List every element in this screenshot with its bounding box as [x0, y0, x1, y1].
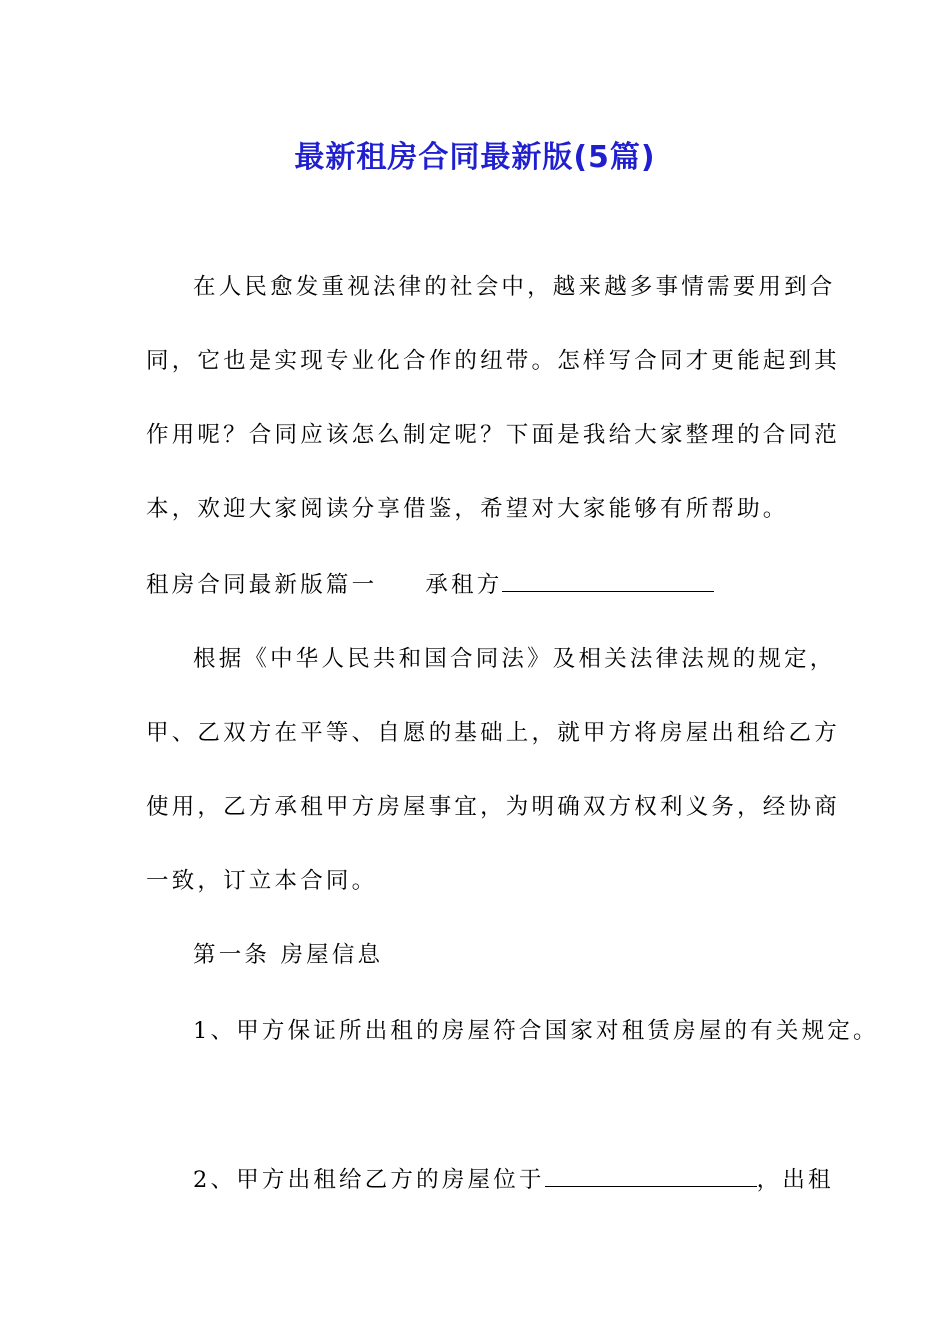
section-heading: 租房合同最新版篇一 [146, 572, 378, 598]
basis-line-3: 使用，乙方承租甲方房屋事宜，为明确双方权利义务，经协商 [146, 794, 840, 820]
clause-2-line [193, 1164, 834, 1195]
clause-2-prefix: 2、甲方出租给乙方的房屋位于 [193, 1167, 545, 1193]
basis-line-1: 根据《中华人民共和国合同法》及相关法律法规的规定， [193, 646, 836, 672]
intro-line-1: 在人民愈发重视法律的社会中，越来越多事情需要用到合 [193, 274, 836, 300]
article-1-heading: 第一条 房屋信息 [193, 942, 384, 968]
basis-line-2: 甲、乙双方在平等、自愿的基础上，就甲方将房屋出租给乙方 [146, 720, 840, 746]
section-heading-line [146, 569, 714, 600]
clause-1: 1、甲方保证所出租的房屋符合国家对租赁房屋的有关规定。 [193, 1018, 879, 1044]
basis-line-4: 一致，订立本合同。 [146, 868, 378, 894]
intro-line-3: 作用呢？合同应该怎么制定呢？下面是我给大家整理的合同范 [146, 422, 840, 448]
clause-2-suffix: ，出租 [756, 1167, 834, 1193]
intro-line-2: 同，它也是实现专业化合作的纽带。怎样写合同才更能起到其 [146, 348, 840, 374]
address-blank [545, 1164, 757, 1187]
lessee-blank [502, 569, 714, 592]
intro-line-4: 本，欢迎大家阅读分享借鉴，希望对大家能够有所帮助。 [146, 496, 789, 522]
document-title: 最新租房合同最新版(5篇) [294, 140, 656, 175]
lessee-label: 承租方 [425, 572, 503, 598]
